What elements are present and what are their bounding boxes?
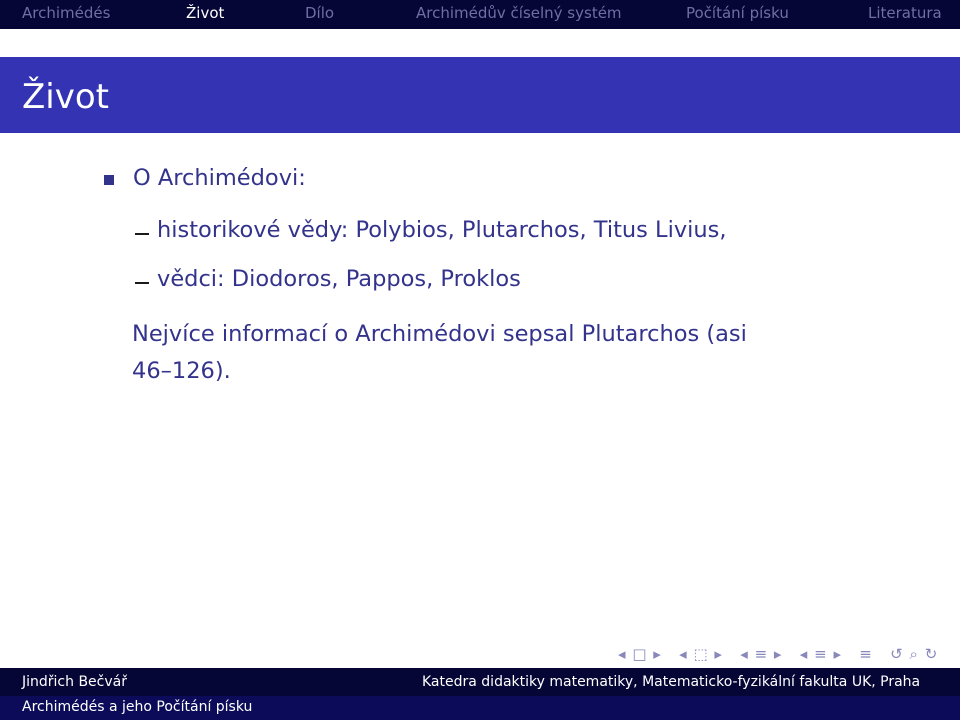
paragraph-line-1: Nejvíce informací o Archimédovi sepsal Plutarchos (asi <box>132 321 747 347</box>
nav-item-ciselny-system[interactable]: Archimédův číselný systém <box>416 4 622 22</box>
nav-left-icon[interactable]: ◂ <box>740 645 749 663</box>
bullet-text: O Archimédovi: <box>133 165 306 191</box>
bullet-square-icon <box>104 175 114 185</box>
nav-left-icon[interactable]: ◂ <box>799 645 809 663</box>
footer-author: Jindřich Bečvář <box>22 674 127 690</box>
footer-bottom-bar <box>0 696 960 720</box>
nav-item-dilo[interactable]: Dílo <box>305 4 335 22</box>
nav-right-icon[interactable]: ▸ <box>773 645 783 663</box>
sub-item-scientists: vědci: Diodoros, Pappos, Proklos <box>157 266 521 292</box>
dash-icon <box>135 282 149 284</box>
paragraph <box>132 316 832 390</box>
nav-left-icon[interactable]: ◂ <box>618 645 627 663</box>
beamer-navigation-symbols[interactable] <box>618 645 938 663</box>
nav-item-zivot[interactable]: Život <box>186 4 225 22</box>
footer-top-bar <box>0 668 960 696</box>
footer-institution: Katedra didaktiky matematiky, Matematicko-fyzikální fakulta UK, Praha <box>422 674 921 690</box>
nav-left-icon[interactable]: ◂ <box>679 645 688 663</box>
nav-right-icon[interactable]: ▸ <box>714 645 723 663</box>
sub-item-historians: historikové vědy: Polybios, Plutarchos, Titus Livius, <box>157 217 727 243</box>
top-navigation-bar <box>0 0 960 29</box>
section-icon[interactable]: ≡ <box>754 645 769 663</box>
search-icon[interactable]: ⌕ <box>909 645 919 663</box>
nav-right-icon[interactable]: ▸ <box>833 645 842 663</box>
nav-item-archimedes[interactable]: Archimédés <box>22 4 111 22</box>
forward-icon[interactable]: ↻ <box>924 645 939 663</box>
subsection-icon[interactable]: ⬚ <box>693 645 709 663</box>
footer-short-title: Archimédés a jeho Počítání písku <box>22 699 253 715</box>
paragraph-line-2: 46–126). <box>132 358 231 384</box>
dash-icon <box>135 233 149 235</box>
nav-right-icon[interactable]: ▸ <box>653 645 662 663</box>
nav-item-pocitani-pisku[interactable]: Počítání písku <box>686 4 789 22</box>
frame-icon[interactable]: □ <box>632 645 648 663</box>
align-icon[interactable]: ≡ <box>859 645 873 663</box>
back-icon[interactable]: ↺ <box>890 645 904 663</box>
frame-title: Život <box>22 77 109 117</box>
document-icon[interactable]: ≡ <box>814 645 828 663</box>
nav-item-literatura[interactable]: Literatura <box>868 4 942 22</box>
frame-title-bar <box>0 57 960 133</box>
